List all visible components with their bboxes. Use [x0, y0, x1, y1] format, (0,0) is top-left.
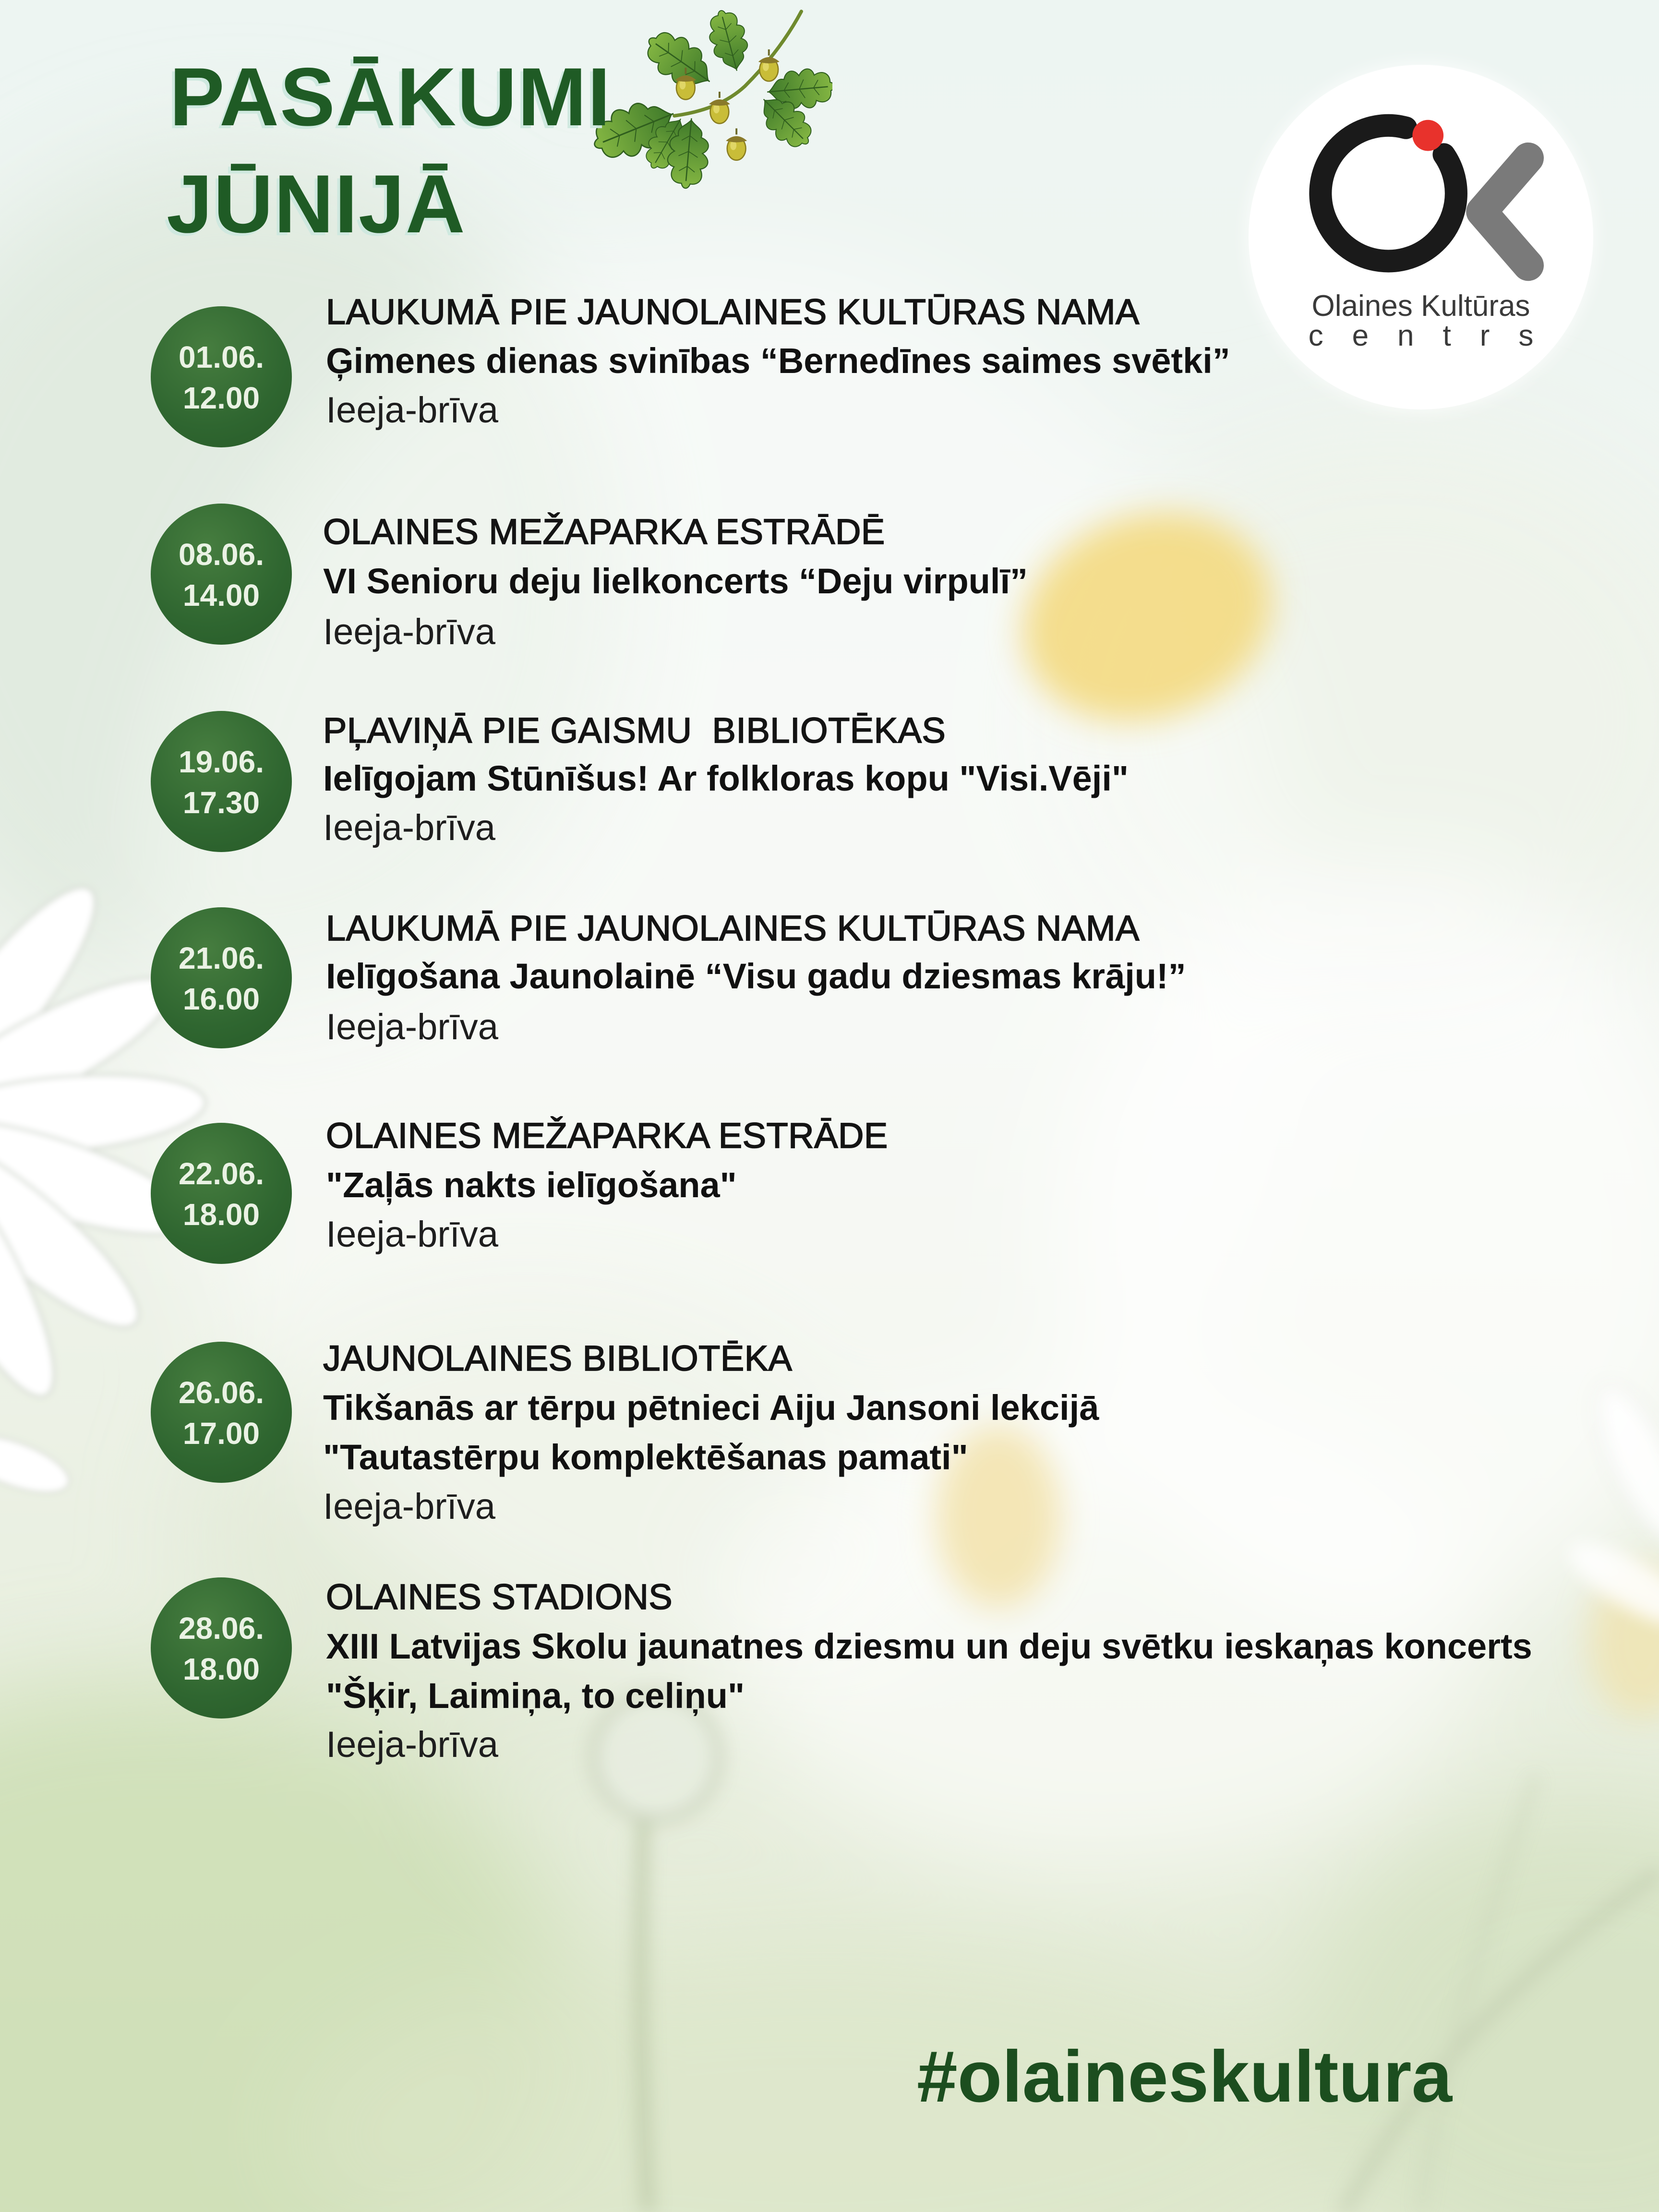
event-title: "Zaļās nakts ielīgošana"	[326, 1165, 737, 1205]
event-venue: PĻAVIŅĀ PIE GAISMU BIBLIOTĒKAS	[323, 710, 946, 750]
event-time: 12.00	[182, 381, 260, 415]
date-badge	[151, 1577, 292, 1719]
event-date: 19.06.	[179, 745, 264, 779]
event-date: 01.06.	[179, 340, 264, 374]
event-time: 16.00	[182, 982, 260, 1016]
ok-logo-icon	[1249, 65, 1593, 409]
event-title: VI Senioru deju lielkoncerts “Deju virpulī”	[323, 561, 1028, 601]
event-venue: OLAINES MEŽAPARKA ESTRĀDĒ	[323, 512, 885, 552]
event-time: 17.00	[182, 1416, 260, 1451]
event-date: 22.06.	[179, 1156, 264, 1191]
event-date: 21.06.	[179, 941, 264, 975]
event-title: Ielīgojam Stūnīšus! Ar folkloras kopu "Visi.Vēji"	[323, 758, 1129, 798]
event-venue: LAUKUMĀ PIE JAUNOLAINES KULTŪRAS NAMA	[326, 908, 1140, 948]
event-title: Tikšanās ar tērpu pētnieci Aiju Jansoni lekcijā	[323, 1388, 1099, 1428]
event-date: 26.06.	[179, 1375, 264, 1410]
date-badge	[151, 907, 292, 1048]
logo-name: Olaines Kultūras	[1311, 289, 1530, 323]
event-entry: Ieeja-brīva	[323, 1486, 496, 1527]
event-entry: Ieeja-brīva	[323, 612, 496, 652]
event-title-continued: "Šķir, Laimiņa, to celiņu"	[326, 1676, 745, 1716]
date-badge	[151, 306, 292, 447]
event-entry: Ieeja-brīva	[326, 1724, 499, 1765]
event-time: 18.00	[182, 1197, 260, 1232]
organization-logo	[1249, 65, 1593, 409]
event-time: 18.00	[182, 1652, 260, 1686]
event-entry: Ieeja-brīva	[326, 1007, 499, 1047]
event-entry: Ieeja-brīva	[326, 390, 499, 431]
event-venue: LAUKUMĀ PIE JAUNOLAINES KULTŪRAS NAMA	[326, 292, 1140, 332]
event-venue: OLAINES STADIONS	[326, 1577, 673, 1617]
event-title: XIII Latvijas Skolu jaunatnes dziesmu un deju svētku ieskaņas koncerts	[326, 1626, 1532, 1666]
event-title-continued: "Tautastērpu komplektēšanas pamati"	[323, 1437, 968, 1477]
event-date: 28.06.	[179, 1611, 264, 1646]
oak-leaves-icon	[578, 7, 832, 191]
logo-subtitle: centrs	[1308, 319, 1563, 352]
event-date: 08.06.	[179, 537, 264, 572]
hashtag: #olaineskultura	[917, 2036, 1453, 2117]
date-badge	[151, 711, 292, 852]
event-title: Ielīgošana Jaunolainē “Visu gadu dziesmas krāju!”	[326, 956, 1186, 996]
event-time: 14.00	[182, 578, 260, 613]
event-time: 17.30	[182, 785, 260, 820]
event-venue: JAUNOLAINES BIBLIOTĒKA	[323, 1338, 793, 1378]
page-title-line-1: PASĀKUMI	[169, 51, 612, 143]
page-title-line-2: JŪNIJĀ	[167, 158, 466, 250]
event-entry: Ieeja-brīva	[326, 1214, 499, 1255]
date-badge	[151, 1342, 292, 1483]
event-venue: OLAINES MEŽAPARKA ESTRĀDE	[326, 1116, 888, 1155]
event-title: Ģimenes dienas svinības “Bernedīnes saimes svētki”	[326, 341, 1230, 381]
event-entry: Ieeja-brīva	[323, 807, 496, 848]
date-badge	[151, 1123, 292, 1264]
date-badge	[151, 504, 292, 645]
